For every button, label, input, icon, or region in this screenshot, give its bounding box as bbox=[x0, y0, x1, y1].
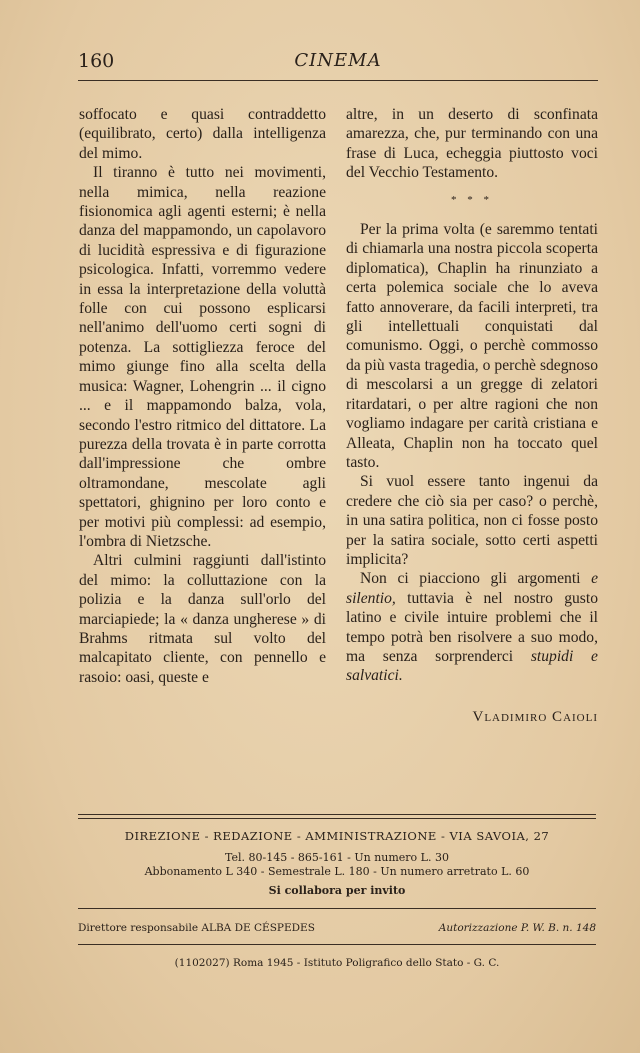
right-column bbox=[346, 105, 598, 727]
section-separator: * * * bbox=[451, 193, 493, 206]
right-paragraph-2: Si vuol essere tanto ingenui da credere che ciò sia per caso? o perchè, in una satira politica, non ci fosse posto per la satira sociale, sotto certi aspetti implicita? bbox=[346, 473, 598, 568]
header-rule bbox=[78, 80, 598, 81]
left-paragraph-3: Altri culmini raggiunti dall'istinto del mimo: la colluttazione con la polizia e la danza sull'orlo del marciapiede; la « danza ungherese » di Brahms ritmata sul volto del malcapitato cliente, con pennello e rasoio: oasi, queste e bbox=[79, 552, 326, 686]
imprint-rule-bottom bbox=[78, 908, 596, 909]
p3-italic-2: stupidi e salvatici. bbox=[346, 647, 598, 685]
footer-rule bbox=[78, 944, 596, 945]
left-paragraph-1: soffocato e quasi contraddetto (equilibrato, certo) dalla intelligenza del mimo. bbox=[79, 106, 326, 162]
page-header bbox=[78, 50, 598, 80]
right-paragraph-3 bbox=[346, 569, 598, 685]
left-paragraph-2: Il tiranno è tutto nei movimenti, nella mimica, nella reazione fisionomica agli agenti esterni; è nella danza del mappamondo, un capolavoro di lucidità espressiva e di figurazione psicologica. Infatti, vorremmo vedere in essa la interpretazione della voluttà folle con cui possono esplicarsi nell'animo dell'uomo certi sogni di potenza. La sottigliezza feroce del mimo giunge fino alla scelta della musica: Wagner, Lohengrin ... il cigno ... e il mappamondo balza, vola, secondo l'estro ritmico del dittatore. La purezza della trovata è in parte corrotta dall'impressione che ombre oltramondane, mescolate agli spettatori, ghignino per loro conto e per motivi più complessi: ad esempio, l'ombra di Nietzsche. bbox=[79, 164, 326, 550]
right-intro: altre, in un deserto di sconfinata amarezza, che, pur terminando con una frase di Luca, echeggia piuttosto voci del Vecchio Testamento. bbox=[346, 106, 598, 182]
imprint-phone: Tel. 80-145 - 865-161 - Un numero L. 30 bbox=[225, 851, 449, 864]
running-title: CINEMA bbox=[294, 50, 382, 71]
printer-line: (1102027) Roma 1945 - Istituto Poligrafico dello Stato - G. C. bbox=[174, 957, 500, 969]
p3-text-b: tuttavia è nel nostro gusto latino e civile intuire problemi che il tempo potrà ben risolvere a suo modo, ma senza sorprenderci bbox=[346, 589, 599, 665]
author-signature: Vladimiro Caioli bbox=[472, 708, 598, 725]
imprint-collaboration: Si collabora per invito bbox=[268, 884, 406, 897]
imprint-subscription: Abbonamento L 340 - Semestrale L. 180 - Un numero arretrato L. 60 bbox=[144, 865, 530, 878]
imprint-rule-top-1 bbox=[78, 814, 596, 815]
imprint-address: DIREZIONE - REDAZIONE - AMMINISTRAZIONE - VIA SAVOIA, 27 bbox=[124, 829, 550, 843]
p3-italic-1: e silentio, bbox=[346, 570, 598, 607]
p3-text-a: Non ci piacciono gli argomenti bbox=[360, 570, 581, 588]
page-number: 160 bbox=[78, 50, 115, 72]
imprint-rule-top-2 bbox=[78, 818, 596, 819]
right-paragraph-1: Per la prima volta (e saremmo tentati di chiamarla una nostra piccola scoperta diplomatica), Chaplin ha rinunziato a certa polemica sociale che lo aveva fatto annoverare, da facili interpreti, tra gli intellettuali conquistati dal comunismo. Oggi, o perchè commosso da più vasta tragedia, o perchè sdegnoso di mescolarsi a un gregge di zelatori ritardatari, o per altre ragioni che non vogliamo indagare per carità cristiana e Alleata, Chaplin non ha toccato quel tasto. bbox=[346, 221, 598, 471]
left-column bbox=[79, 105, 326, 687]
authorization-note: Autorizzazione P. W. B. n. 148 bbox=[438, 922, 596, 934]
director-credit: Direttore responsabile ALBA DE CÉSPEDES bbox=[78, 922, 315, 934]
